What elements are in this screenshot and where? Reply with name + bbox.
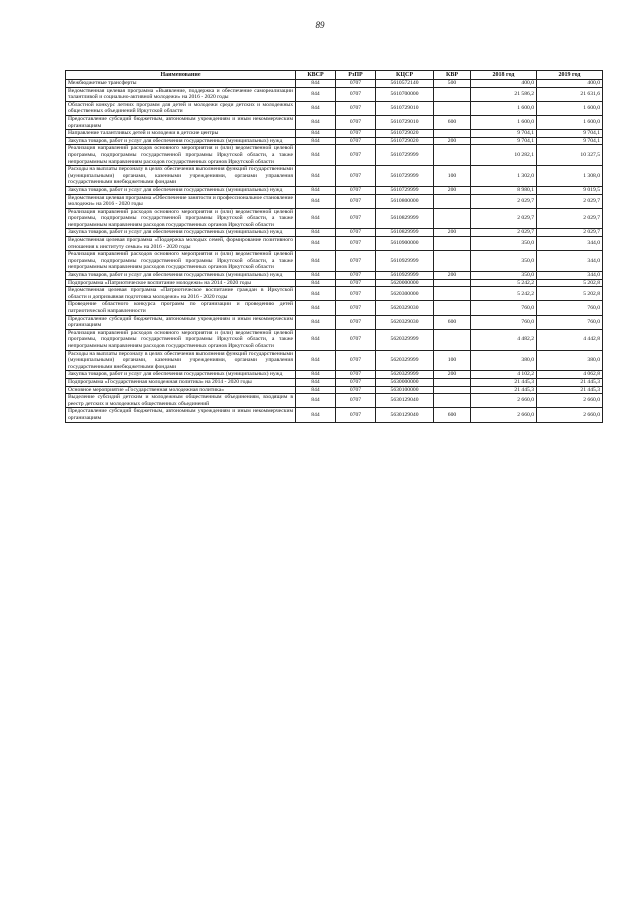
cell-kvr: 200 bbox=[434, 371, 471, 379]
cell-kcsr: 5630129040 bbox=[376, 394, 434, 408]
budget-table bbox=[65, 70, 603, 423]
cell-name: Предоставление субсидий бюджетным, автономным учреждениям и иным некоммерческим организациям bbox=[66, 408, 296, 422]
cell-kcsr: 5610729999 bbox=[376, 186, 434, 194]
cell-amount-2019: 2 029,7 bbox=[537, 229, 603, 237]
cell-kvsr: 844 bbox=[296, 145, 336, 166]
table-row bbox=[66, 237, 603, 251]
header-year-2018: 2018 год bbox=[471, 71, 537, 80]
cell-amount-2019: 5 202,8 bbox=[537, 287, 603, 301]
cell-rzpr: 0707 bbox=[336, 166, 376, 187]
cell-amount-2018: 1 600,0 bbox=[471, 101, 537, 115]
cell-rzpr: 0707 bbox=[336, 237, 376, 251]
header-name: Наименование bbox=[66, 71, 296, 80]
cell-kcsr: 5610700000 bbox=[376, 87, 434, 101]
cell-name: Ведомственная целевая программа «Поддержка молодых семей, формирование позитивного отношения к институту семьи» на 2016 - 2020 годы bbox=[66, 237, 296, 251]
cell-rzpr: 0707 bbox=[336, 329, 376, 350]
cell-name: Межбюджетные трансферты bbox=[66, 80, 296, 88]
cell-kvsr: 844 bbox=[296, 350, 336, 371]
header-year-2019: 2019 год bbox=[537, 71, 603, 80]
cell-kcsr: 5630100000 bbox=[376, 386, 434, 394]
cell-rzpr: 0707 bbox=[336, 394, 376, 408]
cell-rzpr: 0707 bbox=[336, 350, 376, 371]
cell-rzpr: 0707 bbox=[336, 378, 376, 386]
cell-kvr bbox=[434, 208, 471, 229]
cell-name: Проведение областного конкурса программ по организации и проведению детей патриотической направленности bbox=[66, 301, 296, 315]
cell-kvsr: 844 bbox=[296, 194, 336, 208]
cell-rzpr: 0707 bbox=[336, 272, 376, 280]
table-row bbox=[66, 371, 603, 379]
cell-kvr: 200 bbox=[434, 137, 471, 145]
cell-name: Ведомственная целевая программа «Выявление, поддержка и обеспечение самореализации талантливой и социально-активной молодежи» на 2016 - 2020 годы bbox=[66, 87, 296, 101]
cell-amount-2018: 4 482,2 bbox=[471, 329, 537, 350]
cell-kcsr: 5620329999 bbox=[376, 329, 434, 350]
cell-kcsr: 5610729020 bbox=[376, 137, 434, 145]
table-row bbox=[66, 394, 603, 408]
table-row bbox=[66, 350, 603, 371]
table-row bbox=[66, 101, 603, 115]
cell-kvr bbox=[434, 394, 471, 408]
cell-amount-2018: 1 302,0 bbox=[471, 166, 537, 187]
cell-kvr: 100 bbox=[434, 350, 471, 371]
cell-kvsr: 844 bbox=[296, 386, 336, 394]
cell-kcsr: 5610929999 bbox=[376, 251, 434, 272]
table-row bbox=[66, 287, 603, 301]
cell-name: Реализация направлений расходов основного мероприятия и (или) ведомственной целевой программы, подпрограммы государственной программы Иркутской области, а также непрограммным направлениям расходов государственных органов Иркутской области bbox=[66, 208, 296, 229]
cell-name: Расходы на выплаты персоналу в целях обеспечения выполнения функций государственными (муниципальными) органами, казенными учреждениями, органами управления государственными внебюджетными фондами bbox=[66, 350, 296, 371]
cell-kvr bbox=[434, 145, 471, 166]
cell-rzpr: 0707 bbox=[336, 315, 376, 329]
cell-amount-2019: 2 029,7 bbox=[537, 194, 603, 208]
cell-kvsr: 844 bbox=[296, 166, 336, 187]
cell-kvsr: 844 bbox=[296, 80, 336, 88]
cell-rzpr: 0707 bbox=[336, 301, 376, 315]
cell-kvr: 600 bbox=[434, 408, 471, 422]
cell-amount-2018: 21 445,3 bbox=[471, 378, 537, 386]
cell-kvr bbox=[434, 237, 471, 251]
cell-name: Закупка товаров, работ и услуг для обеспечения государственных (муниципальных) нужд bbox=[66, 137, 296, 145]
cell-kvsr: 844 bbox=[296, 237, 336, 251]
cell-kcsr: 5620000000 bbox=[376, 279, 434, 287]
cell-kcsr: 5610572140 bbox=[376, 80, 434, 88]
cell-kvr bbox=[434, 130, 471, 138]
cell-kvsr: 844 bbox=[296, 87, 336, 101]
table-row bbox=[66, 208, 603, 229]
cell-kvsr: 844 bbox=[296, 186, 336, 194]
cell-kvr: 200 bbox=[434, 229, 471, 237]
header-kcsr: КЦСР bbox=[376, 71, 434, 80]
cell-amount-2018: 9 704,1 bbox=[471, 130, 537, 138]
cell-amount-2018: 760,0 bbox=[471, 315, 537, 329]
cell-name: Направление талантливых детей и молодежи в детские центры bbox=[66, 130, 296, 138]
table-row bbox=[66, 272, 603, 280]
table-row bbox=[66, 301, 603, 315]
cell-amount-2019: 2 660,0 bbox=[537, 394, 603, 408]
cell-name: Выделение субсидий детским и молодежным общественным объединениям, входящим в реестр детских и молодежных общественных объединений bbox=[66, 394, 296, 408]
cell-amount-2019: 2 029,7 bbox=[537, 208, 603, 229]
header-rzpr: РзПР bbox=[336, 71, 376, 80]
cell-rzpr: 0707 bbox=[336, 80, 376, 88]
cell-amount-2019: 2 660,0 bbox=[537, 408, 603, 422]
cell-kvr bbox=[434, 378, 471, 386]
cell-name: Подпрограмма «Государственная молодежная политика» на 2014 - 2020 годы bbox=[66, 378, 296, 386]
cell-name: Реализация направлений расходов основного мероприятия и (или) ведомственной целевой программы, подпрограммы государственной программы Иркутской области, а также непрограммным направлениям расходов государственных органов Иркутской области bbox=[66, 145, 296, 166]
cell-rzpr: 0707 bbox=[336, 145, 376, 166]
cell-amount-2018: 4 102,2 bbox=[471, 371, 537, 379]
cell-kcsr: 5630000000 bbox=[376, 378, 434, 386]
table-row bbox=[66, 315, 603, 329]
cell-name: Ведомственная целевая программа «Патриотическое воспитание граждан в Иркутской области и допризывная подготовка молодежи» на 2016 - 2020 годы bbox=[66, 287, 296, 301]
cell-amount-2019: 760,0 bbox=[537, 301, 603, 315]
cell-amount-2019: 4 442,8 bbox=[537, 329, 603, 350]
cell-kvsr: 844 bbox=[296, 287, 336, 301]
cell-kcsr: 5620300000 bbox=[376, 287, 434, 301]
table-row bbox=[66, 80, 603, 88]
cell-kvr: 100 bbox=[434, 166, 471, 187]
cell-kvr: 200 bbox=[434, 272, 471, 280]
cell-kvsr: 844 bbox=[296, 315, 336, 329]
cell-amount-2018: 2 029,7 bbox=[471, 229, 537, 237]
cell-amount-2019: 9 704,1 bbox=[537, 137, 603, 145]
cell-kvsr: 844 bbox=[296, 101, 336, 115]
cell-amount-2019: 1 600,0 bbox=[537, 115, 603, 129]
table-row bbox=[66, 279, 603, 287]
cell-amount-2018: 2 029,7 bbox=[471, 194, 537, 208]
cell-name: Закупка товаров, работ и услуг для обеспечения государственных (муниципальных) нужд bbox=[66, 186, 296, 194]
cell-name: Основное мероприятие «Государственная молодежная политика» bbox=[66, 386, 296, 394]
cell-rzpr: 0707 bbox=[336, 208, 376, 229]
cell-rzpr: 0707 bbox=[336, 186, 376, 194]
cell-amount-2018: 5 242,2 bbox=[471, 287, 537, 301]
cell-rzpr: 0707 bbox=[336, 371, 376, 379]
cell-amount-2019: 1 308,0 bbox=[537, 166, 603, 187]
cell-rzpr: 0707 bbox=[336, 87, 376, 101]
cell-amount-2018: 10 282,1 bbox=[471, 145, 537, 166]
cell-amount-2019: 9 019,5 bbox=[537, 186, 603, 194]
cell-kvr bbox=[434, 194, 471, 208]
cell-name: Ведомственная целевая программа «Обеспечение занятости и профессиональное становление молодежи» на 2016 - 2020 годы bbox=[66, 194, 296, 208]
cell-kvsr: 844 bbox=[296, 394, 336, 408]
table-row bbox=[66, 251, 603, 272]
cell-rzpr: 0707 bbox=[336, 137, 376, 145]
cell-kvr bbox=[434, 279, 471, 287]
cell-amount-2018: 350,0 bbox=[471, 237, 537, 251]
cell-amount-2019: 21 631,6 bbox=[537, 87, 603, 101]
cell-amount-2018: 2 029,7 bbox=[471, 208, 537, 229]
cell-amount-2018: 2 660,0 bbox=[471, 394, 537, 408]
cell-kvsr: 844 bbox=[296, 301, 336, 315]
cell-amount-2018: 8 980,1 bbox=[471, 186, 537, 194]
cell-kcsr: 5620329030 bbox=[376, 315, 434, 329]
cell-kvsr: 844 bbox=[296, 371, 336, 379]
cell-amount-2018: 400,0 bbox=[471, 80, 537, 88]
cell-kvr: 600 bbox=[434, 115, 471, 129]
cell-rzpr: 0707 bbox=[336, 101, 376, 115]
cell-rzpr: 0707 bbox=[336, 115, 376, 129]
cell-kvr bbox=[434, 101, 471, 115]
cell-name: Предоставление субсидий бюджетным, автономным учреждениям и иным некоммерческим организациям bbox=[66, 315, 296, 329]
cell-amount-2018: 21 586,2 bbox=[471, 87, 537, 101]
cell-name: Подпрограмма «Патриотическое воспитание молодежи» на 2014 - 2020 годы bbox=[66, 279, 296, 287]
cell-amount-2019: 4 062,8 bbox=[537, 371, 603, 379]
header-kvr: КВР bbox=[434, 71, 471, 80]
cell-name: Реализация направлений расходов основного мероприятия и (или) ведомственной целевой программы, подпрограммы государственной программы Иркутской области, а также непрограммным направлениям расходов государственных органов Иркутской области bbox=[66, 251, 296, 272]
cell-name: Закупка товаров, работ и услуг для обеспечения государственных (муниципальных) нужд bbox=[66, 229, 296, 237]
cell-name: Предоставление субсидий бюджетным, автономным учреждениям и иным некоммерческим организациям bbox=[66, 115, 296, 129]
table-row bbox=[66, 386, 603, 394]
cell-kcsr: 5620329999 bbox=[376, 371, 434, 379]
cell-name: Расходы на выплаты персоналу в целях обеспечения выполнения функций государственными (муниципальными) органами, казенными учреждениями, органами управления государственными внебюджетными фондами bbox=[66, 166, 296, 187]
cell-kvsr: 844 bbox=[296, 208, 336, 229]
cell-name: Областной конкурс летних программ для детей и молодежи среди детских и молодежных общественных объединений Иркутской области bbox=[66, 101, 296, 115]
cell-kcsr: 5610929999 bbox=[376, 272, 434, 280]
cell-kcsr: 5630129040 bbox=[376, 408, 434, 422]
table-row bbox=[66, 87, 603, 101]
cell-amount-2018: 1 600,0 bbox=[471, 115, 537, 129]
cell-amount-2018: 2 660,0 bbox=[471, 408, 537, 422]
cell-amount-2019: 344,0 bbox=[537, 237, 603, 251]
cell-rzpr: 0707 bbox=[336, 408, 376, 422]
cell-rzpr: 0707 bbox=[336, 130, 376, 138]
cell-name: Закупка товаров, работ и услуг для обеспечения государственных (муниципальных) нужд bbox=[66, 272, 296, 280]
cell-kvr bbox=[434, 251, 471, 272]
cell-kcsr: 5610729999 bbox=[376, 145, 434, 166]
cell-amount-2018: 760,0 bbox=[471, 301, 537, 315]
table-row bbox=[66, 166, 603, 187]
table-row bbox=[66, 137, 603, 145]
cell-amount-2019: 21 445,3 bbox=[537, 386, 603, 394]
cell-amount-2018: 9 704,1 bbox=[471, 137, 537, 145]
cell-amount-2019: 9 704,1 bbox=[537, 130, 603, 138]
cell-kcsr: 5610829999 bbox=[376, 208, 434, 229]
table-row bbox=[66, 115, 603, 129]
cell-kcsr: 5610900000 bbox=[376, 237, 434, 251]
cell-amount-2019: 344,0 bbox=[537, 251, 603, 272]
cell-rzpr: 0707 bbox=[336, 229, 376, 237]
page-number: 89 bbox=[315, 20, 325, 30]
table-row bbox=[66, 194, 603, 208]
cell-kvsr: 844 bbox=[296, 115, 336, 129]
cell-kvsr: 844 bbox=[296, 251, 336, 272]
cell-rzpr: 0707 bbox=[336, 287, 376, 301]
cell-kvr: 200 bbox=[434, 186, 471, 194]
cell-amount-2019: 380,0 bbox=[537, 350, 603, 371]
cell-kcsr: 5620329999 bbox=[376, 350, 434, 371]
cell-amount-2018: 21 445,3 bbox=[471, 386, 537, 394]
table-row bbox=[66, 145, 603, 166]
cell-kvr bbox=[434, 329, 471, 350]
cell-amount-2019: 344,0 bbox=[537, 272, 603, 280]
cell-kcsr: 5610729010 bbox=[376, 115, 434, 129]
cell-kvsr: 844 bbox=[296, 130, 336, 138]
cell-kvsr: 844 bbox=[296, 279, 336, 287]
cell-kcsr: 5610829999 bbox=[376, 229, 434, 237]
cell-name: Реализация направлений расходов основного мероприятия и (или) ведомственной целевой программы, подпрограммы государственной программы Иркутской области, а также непрограммным направлениям расходов государственных органов Иркутской области bbox=[66, 329, 296, 350]
cell-amount-2018: 380,0 bbox=[471, 350, 537, 371]
cell-kvsr: 844 bbox=[296, 229, 336, 237]
table-body bbox=[66, 80, 603, 423]
cell-kvsr: 844 bbox=[296, 137, 336, 145]
cell-kvsr: 844 bbox=[296, 272, 336, 280]
cell-kvr bbox=[434, 301, 471, 315]
cell-rzpr: 0707 bbox=[336, 251, 376, 272]
cell-rzpr: 0707 bbox=[336, 386, 376, 394]
cell-amount-2019: 1 600,0 bbox=[537, 101, 603, 115]
cell-kvsr: 844 bbox=[296, 378, 336, 386]
cell-kcsr: 5610729010 bbox=[376, 101, 434, 115]
cell-kvr bbox=[434, 386, 471, 394]
table-row bbox=[66, 378, 603, 386]
cell-amount-2019: 21 445,3 bbox=[537, 378, 603, 386]
cell-amount-2018: 5 242,2 bbox=[471, 279, 537, 287]
cell-kcsr: 5620329030 bbox=[376, 301, 434, 315]
cell-name: Закупка товаров, работ и услуг для обеспечения государственных (муниципальных) нужд bbox=[66, 371, 296, 379]
table-row bbox=[66, 186, 603, 194]
cell-amount-2018: 350,0 bbox=[471, 272, 537, 280]
table-row bbox=[66, 130, 603, 138]
table-row bbox=[66, 329, 603, 350]
cell-kvr: 500 bbox=[434, 80, 471, 88]
cell-kcsr: 5610800000 bbox=[376, 194, 434, 208]
table-header-row bbox=[66, 71, 603, 80]
cell-kvsr: 844 bbox=[296, 329, 336, 350]
cell-amount-2019: 10 327,5 bbox=[537, 145, 603, 166]
cell-amount-2018: 350,0 bbox=[471, 251, 537, 272]
cell-kvr bbox=[434, 287, 471, 301]
cell-kcsr: 5610729999 bbox=[376, 166, 434, 187]
cell-kvr: 600 bbox=[434, 315, 471, 329]
cell-amount-2019: 5 202,8 bbox=[537, 279, 603, 287]
cell-amount-2019: 400,0 bbox=[537, 80, 603, 88]
cell-amount-2019: 760,0 bbox=[537, 315, 603, 329]
table-row bbox=[66, 408, 603, 422]
cell-kvsr: 844 bbox=[296, 408, 336, 422]
cell-kvr bbox=[434, 87, 471, 101]
table-row bbox=[66, 229, 603, 237]
cell-rzpr: 0707 bbox=[336, 194, 376, 208]
header-kvsr: КВСР bbox=[296, 71, 336, 80]
cell-rzpr: 0707 bbox=[336, 279, 376, 287]
cell-kcsr: 5610729020 bbox=[376, 130, 434, 138]
